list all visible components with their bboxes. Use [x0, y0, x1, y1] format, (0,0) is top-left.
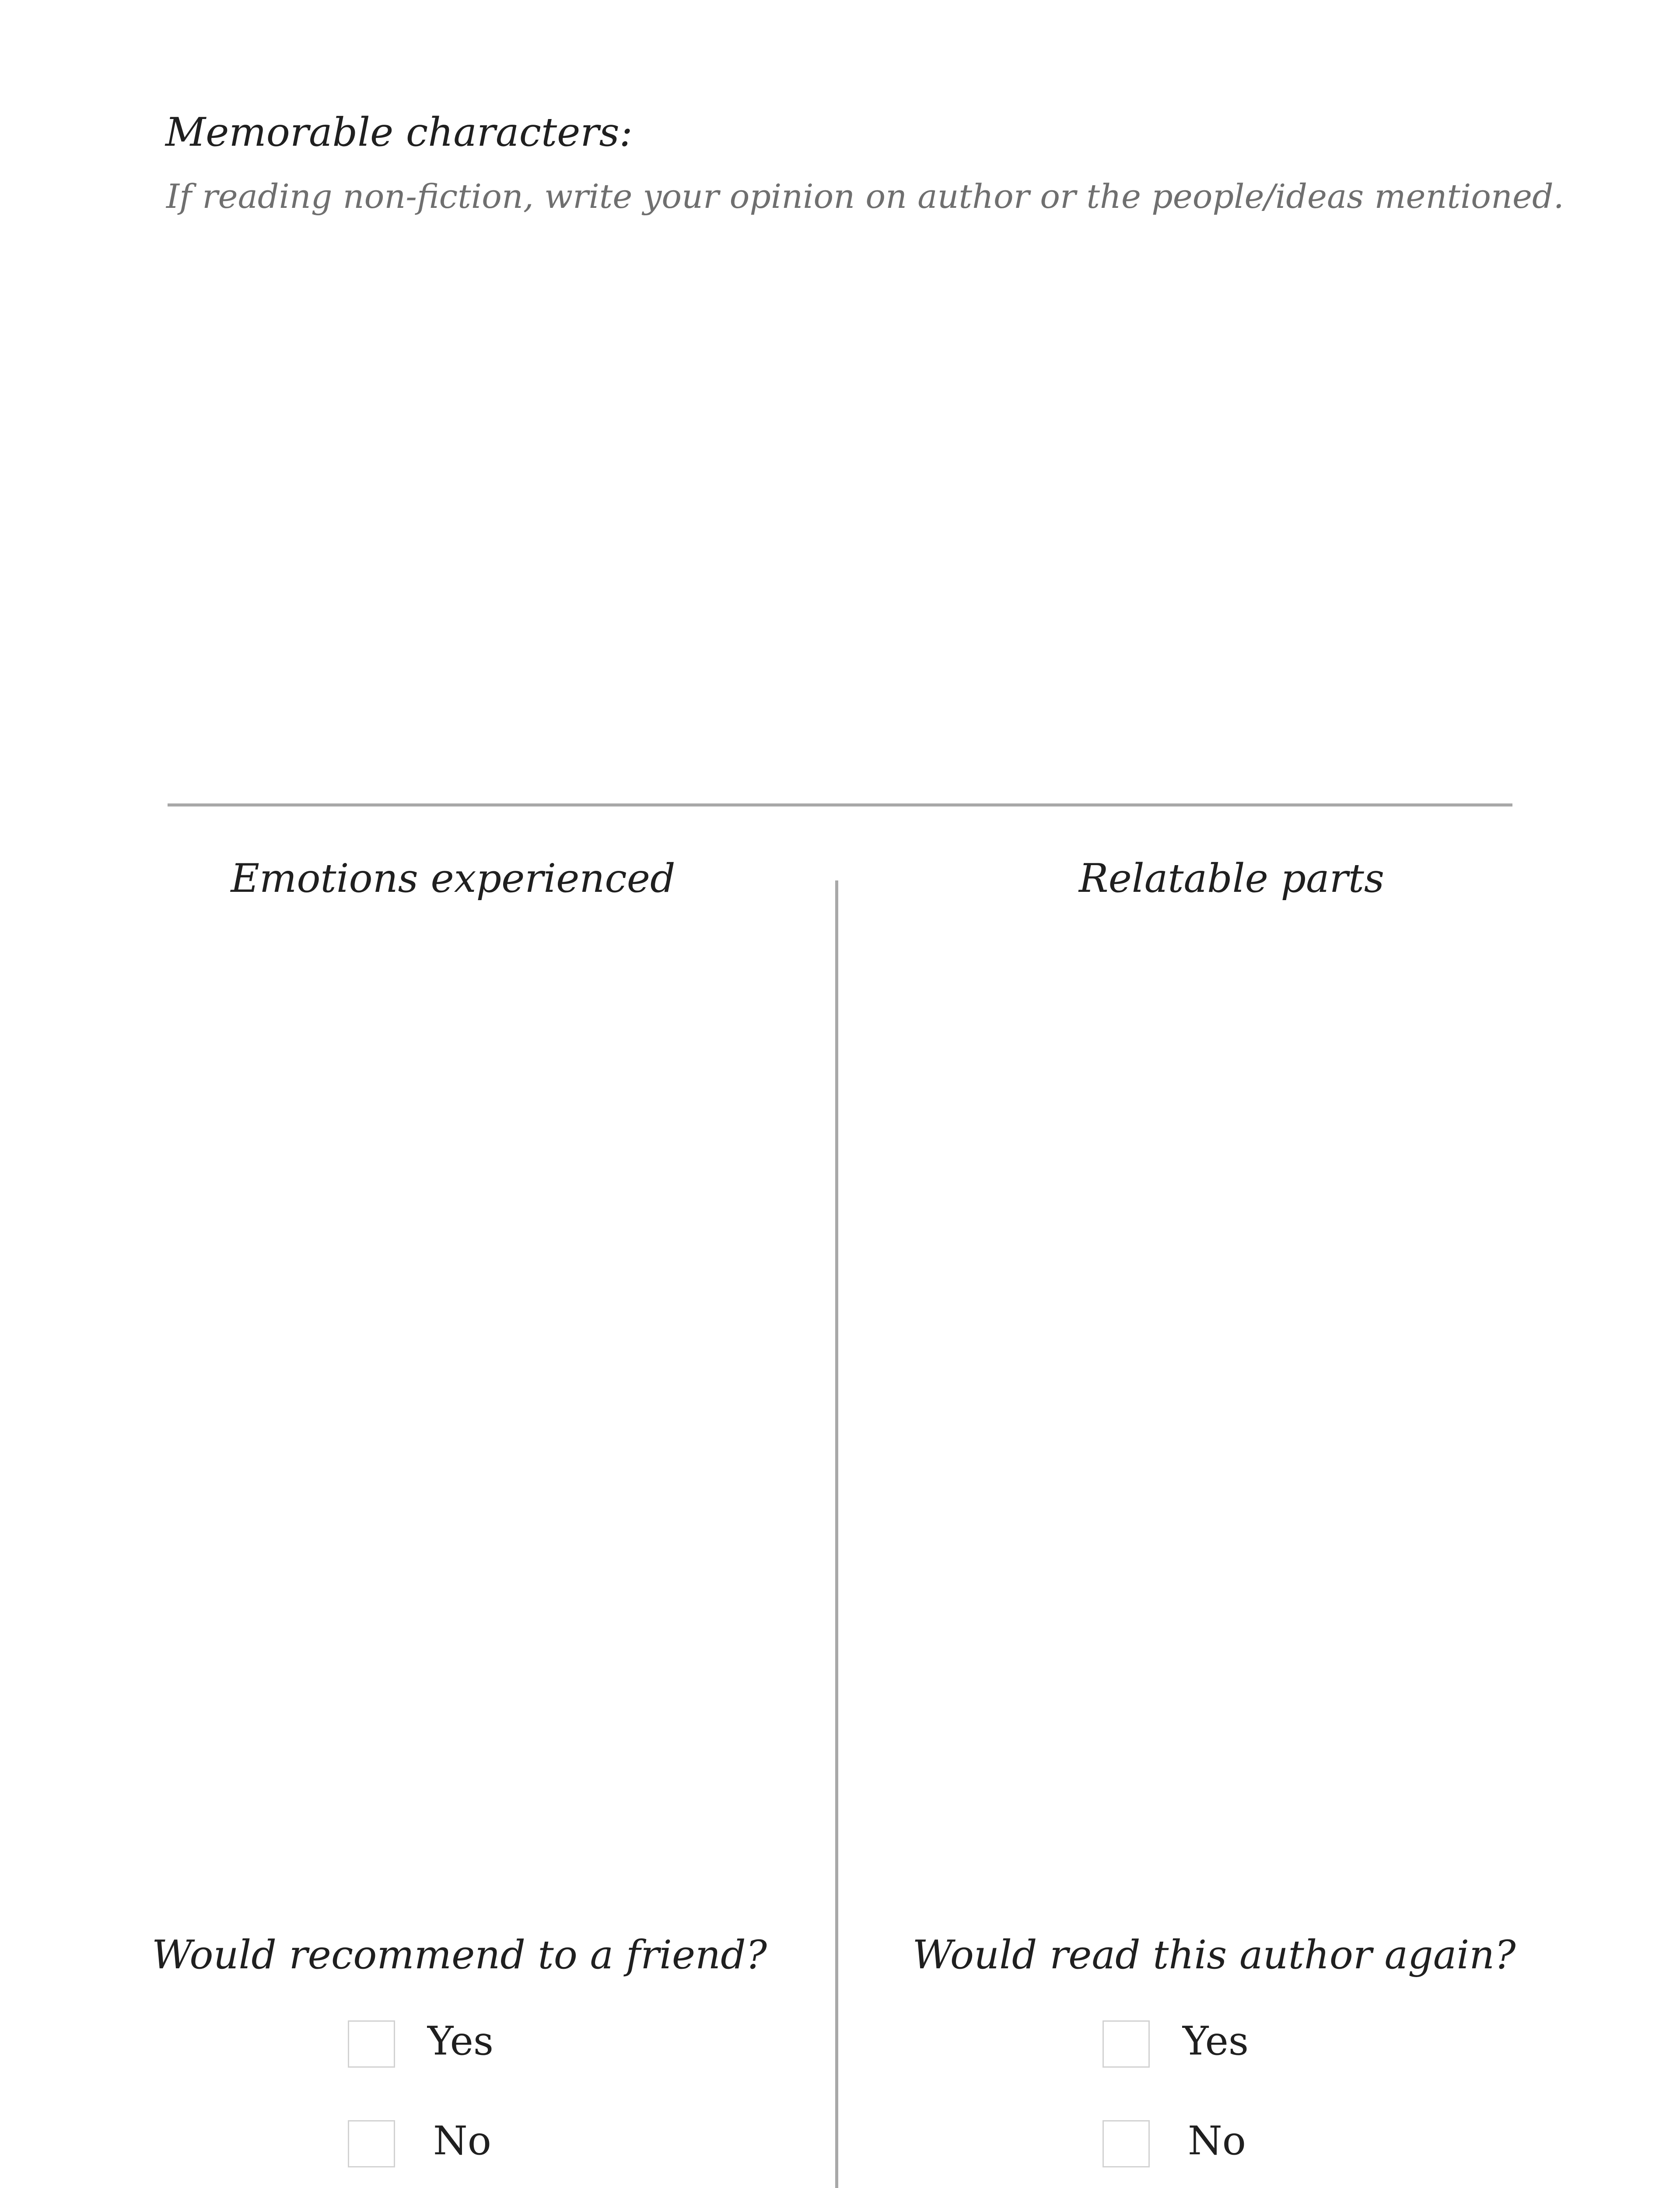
vertical-divider [835, 880, 838, 2188]
emotions-heading: Emotions experienced [231, 856, 676, 901]
relatable-parts-heading: Relatable parts [1078, 856, 1385, 901]
read-again-no-label: No [1188, 2118, 1246, 2164]
read-again-yes-checkbox[interactable] [1102, 2020, 1150, 2068]
read-again-question: Would read this author again? [912, 1932, 1516, 1978]
horizontal-divider [168, 803, 1512, 806]
read-again-no-checkbox[interactable] [1102, 2120, 1150, 2167]
read-again-yes-label: Yes [1183, 2018, 1249, 2064]
recommend-no-label: No [433, 2118, 491, 2164]
recommend-yes-label: Yes [427, 2018, 494, 2064]
section-instructions: If reading non-fiction, write your opinion on author or the people/ideas mentioned. [166, 177, 1564, 216]
recommend-question: Would recommend to a friend? [152, 1932, 767, 1978]
section-title: Memorable characters: [165, 109, 633, 155]
recommend-yes-checkbox[interactable] [348, 2020, 395, 2068]
recommend-no-checkbox[interactable] [348, 2120, 395, 2167]
